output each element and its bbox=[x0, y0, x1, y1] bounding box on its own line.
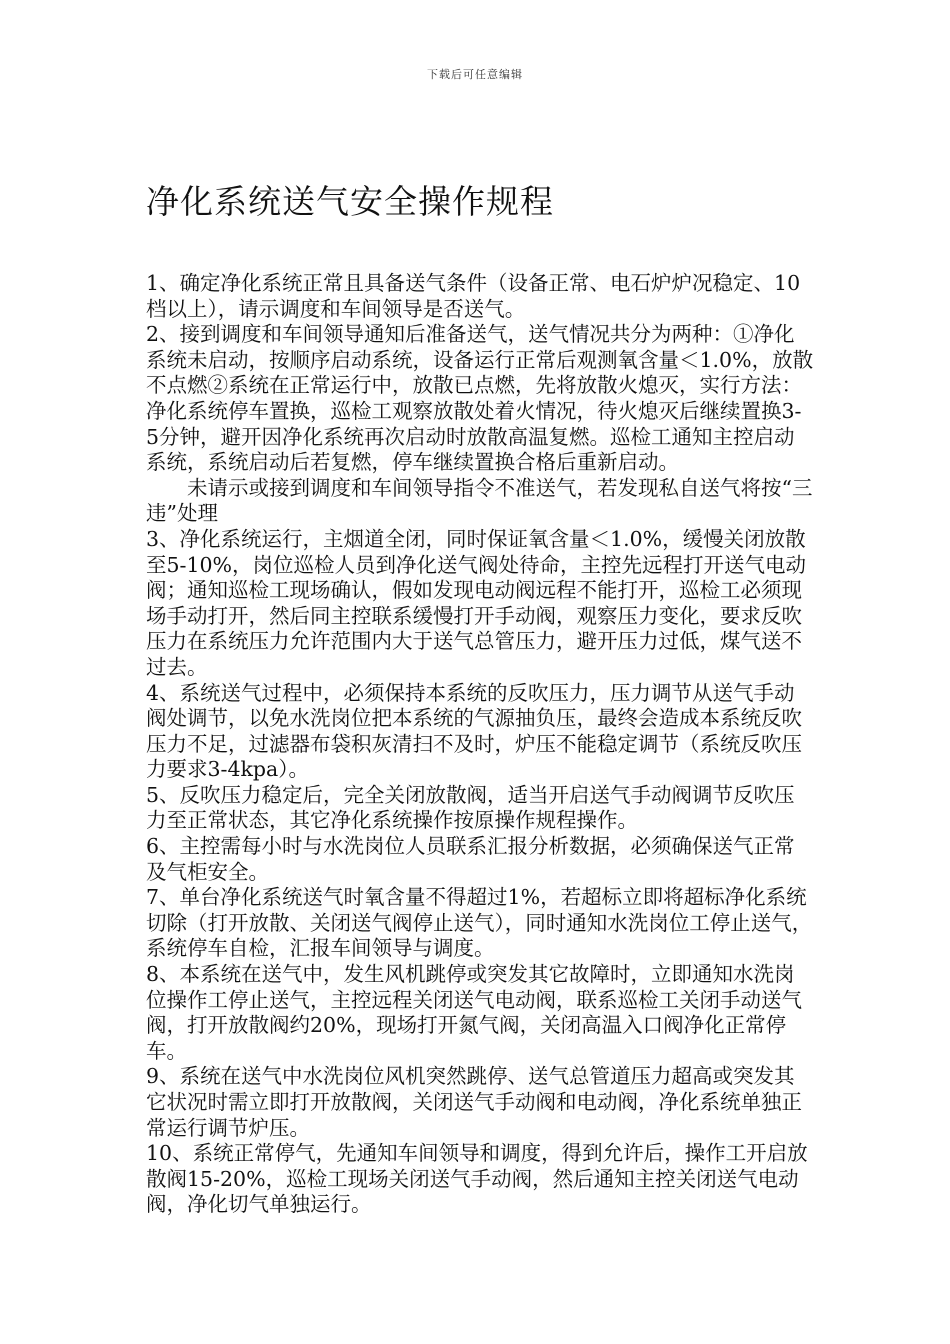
document-body bbox=[146, 271, 814, 1218]
paragraph-9: 9、系统在送气中水洗岗位风机突然跳停、送气总管道压力超高或突发其它状况时需立即打开放散阀，关闭送气手动阀和电动阀，净化系统单独正常运行调节炉压。 bbox=[146, 1064, 802, 1140]
paragraph-7: 7、单台净化系统送气时氧含量不得超过1%，若超标立即将超标净化系统切除（打开放散、关闭送气阀停止送气），同时通知水洗岗位工停止送气，系统停车自检，汇报车间领导与调度。 bbox=[146, 885, 813, 961]
paragraph-5: 5、反吹压力稳定后，完全关闭放散阀，适当开启送气手动阀调节反吹压力至正常状态，其它净化系统操作按原操作规程操作。 bbox=[146, 782, 795, 833]
document-title: 净化系统送气安全操作规程 bbox=[146, 182, 554, 221]
paragraph-4: 4、系统送气过程中，必须保持本系统的反吹压力，压力调节从送气手动阀处调节，以免水洗岗位把本系统的气源抽负压，最终会造成本系统反吹压力不足，过滤器布袋积灰清扫不及时，炉压不能稳定调节（系统反吹压力要求3-4kpa）。 bbox=[146, 680, 802, 782]
paragraph-2: 2、接到调度和车间领导通知后准备送气，送气情况共分为两种：①净化系统未启动，按顺序启动系统，设备运行正常后观测氧含量＜1.0%，放散不点燃②系统在正常运行中，放散已点燃，先将放散火熄灭，实行方法：净化系统停车置换，巡检工观察放散处着火情况，待火熄灭后继续置换3-5分钟，避开因净化系统再次启动时放散高温复燃。巡检工通知主控启动系统，系统启动后若复燃，停车继续置换合格后重新启动。 bbox=[146, 322, 814, 475]
header-note: 下载后可任意编辑 bbox=[427, 68, 523, 81]
paragraph-10: 10、系统正常停气，先通知车间领导和调度，得到允许后，操作工开启放散阀15-20%，巡检工现场关闭送气手动阀，然后通知主控关闭送气电动阀，净化切气单独运行。 bbox=[146, 1141, 808, 1217]
paragraph-1: 1、确定净化系统正常且具备送气条件（设备正常、电石炉炉况稳定、10档以上），请示调度和车间领导是否送气。 bbox=[146, 271, 801, 321]
paragraph-8: 8、本系统在送气中，发生风机跳停或突发其它故障时，立即通知水洗岗位操作工停止送气，主控远程关闭送气电动阀，联系巡检工关闭手动送气阀，打开放散阀约20%，现场打开氮气阀，关闭高温入口阀净化正常停车。 bbox=[146, 962, 802, 1063]
paragraph-notice: 未请示或接到调度和车间领导指令不准送气，若发现私自送气将按“三违”处理 bbox=[146, 475, 813, 526]
paragraph-3: 3、净化系统运行，主烟道全闭，同时保证氧含量＜1.0%，缓慢关闭放散至5-10%，岗位巡检人员到净化送气阀处待命，主控先远程打开送气电动阀；通知巡检工现场确认，假如发现电动阀远程不能打开，巡检工必须现场手动打开，然后同主控联系缓慢打开手动阀，观察压力变化，要求反吹压力在系统压力允许范围内大于送气总管压力，避开压力过低，煤气送不过去。 bbox=[146, 526, 807, 679]
paragraph-6: 6、主控需每小时与水洗岗位人员联系汇报分析数据，必须确保送气正常及气柜安全。 bbox=[146, 834, 795, 884]
